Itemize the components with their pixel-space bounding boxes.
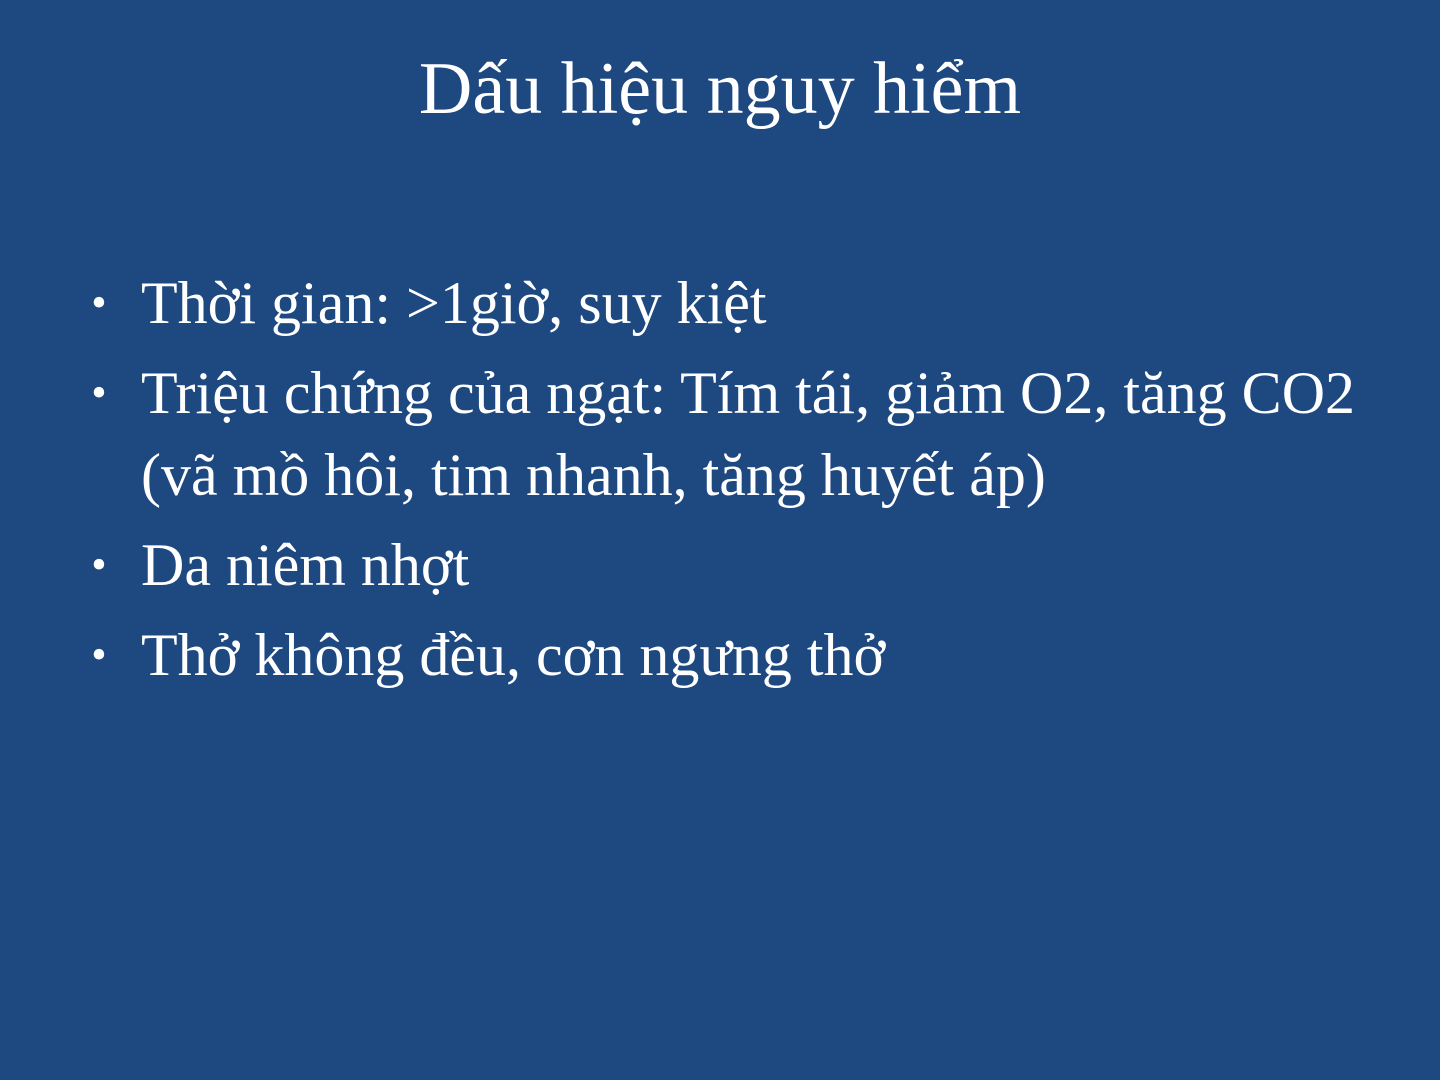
slide-title: Dấu hiệu nguy hiểm [418, 48, 1022, 130]
bullet-item [84, 614, 1384, 696]
bullet-item [84, 352, 1384, 516]
bullet-list [84, 262, 1384, 704]
bullet-icon: • [91, 278, 107, 327]
bullet-icon: • [91, 368, 107, 417]
bullet-icon: • [91, 630, 107, 679]
bullet-text: Thở không đều, cơn ngưng thở [141, 622, 886, 688]
bullet-item [84, 262, 1384, 344]
bullet-item [84, 524, 1384, 606]
bullet-text: Triệu chứng của ngạt: Tím tái, giảm O2, tăng CO2 (vã mồ hôi, tim nhanh, tăng huyết áp) [141, 360, 1356, 508]
bullet-text: Da niêm nhợt [141, 532, 470, 598]
bullet-icon: • [91, 540, 107, 589]
bullet-text: Thời gian: >1giờ, suy kiệt [141, 270, 767, 336]
